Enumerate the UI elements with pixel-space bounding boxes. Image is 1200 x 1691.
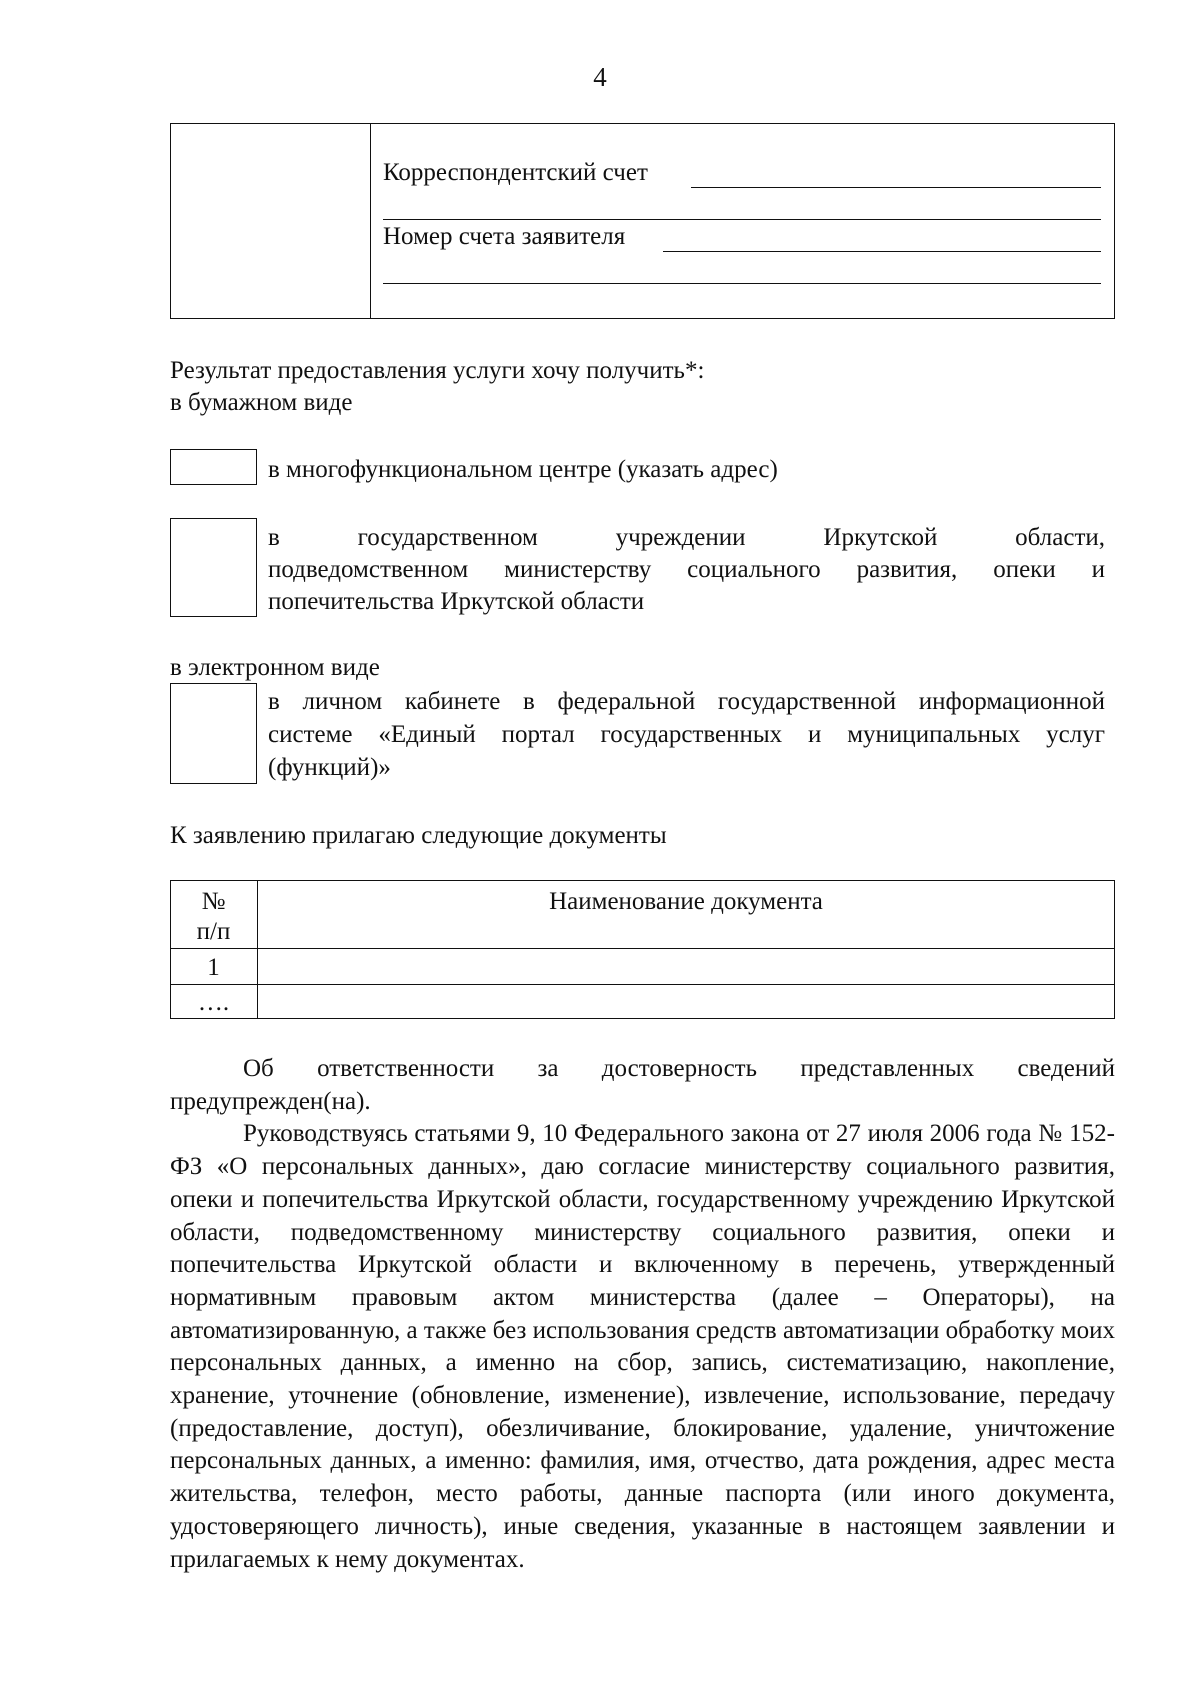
electronic-form-label: в электронном виде xyxy=(170,654,380,681)
table-row-num: 1 xyxy=(207,954,220,981)
table-divider xyxy=(171,984,1114,985)
result-title: Результат предоставления услуги хочу получить*: xyxy=(170,357,705,384)
option-portal-line-2: системе «Единый портал государственных и муниципальных услуг xyxy=(268,721,1105,748)
col-num-header-line2: п/п xyxy=(196,918,231,945)
liability-paragraph: Об ответственности за достоверность представленных сведений предупрежден(на). xyxy=(170,1055,1115,1115)
col-name-header: Наименование документа xyxy=(549,888,823,915)
corr-account-field-line2[interactable] xyxy=(383,219,1101,220)
table-divider xyxy=(370,124,371,318)
paper-form-label: в бумажном виде xyxy=(170,389,353,416)
option-mfc-label: в многофункциональном центре (указать адрес) xyxy=(268,456,778,483)
corr-account-field[interactable] xyxy=(691,187,1101,188)
option-portal-line-1: в личном кабинете в федеральной государственной информационной xyxy=(268,688,1105,715)
consent-paragraph: Руководствуясь статьями 9, 10 Федерального закона от 27 июля 2006 года № 152-ФЗ «О персональных данных», даю согласие министерству социального развития, опеки и попечительства Иркутской области, государственному учреждению Иркутской области, подведомственному министерству социального развития, опеки и попечительства Иркутской области и включенному в перечень, утвержденный нормативным правовым актом министерства (далее – Операторы), на автоматизированную, а также без использования средств автоматизации обработку моих персональных данных, а именно на сбор, запись, систематизацию, накопление, хранение, уточнение (обновление, изменение), извлечение, использование, передачу (предоставление, доступ), обезличивание, блокирование, удаление, уничтожение персональных данных, а именно: фамилия, имя, отчество, дата рождения, адрес места жительства, телефон, место работы, данные паспорта (или иного документа, удостоверяющего личность), иные сведения, указанные в настоящем заявлении и прилагаемых к нему документах. xyxy=(170,1120,1115,1573)
consent-section xyxy=(170,1053,1115,1576)
institution-checkbox[interactable] xyxy=(170,518,257,617)
portal-checkbox[interactable] xyxy=(170,683,257,784)
applicant-account-label: Номер счета заявителя xyxy=(383,223,626,250)
documents-title: К заявлению прилагаю следующие документы xyxy=(170,822,667,849)
col-num-header-line1: № xyxy=(201,888,226,915)
option-institution-line-1: в государственном учреждении Иркутской области, xyxy=(268,524,1105,551)
page-number: 4 xyxy=(593,62,607,92)
option-institution-line-3: попечительства Иркутской области xyxy=(268,588,645,615)
table-divider xyxy=(171,948,1114,949)
corr-account-label: Корреспондентский счет xyxy=(383,159,648,186)
option-portal-line-3: (функций)» xyxy=(268,754,391,781)
table-row-num: …. xyxy=(197,989,230,1016)
option-institution-line-2: подведомственном министерству социального развития, опеки и xyxy=(268,556,1105,583)
applicant-account-field-line2[interactable] xyxy=(383,283,1101,284)
bank-details-table xyxy=(170,123,1115,319)
mfc-checkbox[interactable] xyxy=(170,449,257,485)
applicant-account-field[interactable] xyxy=(663,251,1101,252)
